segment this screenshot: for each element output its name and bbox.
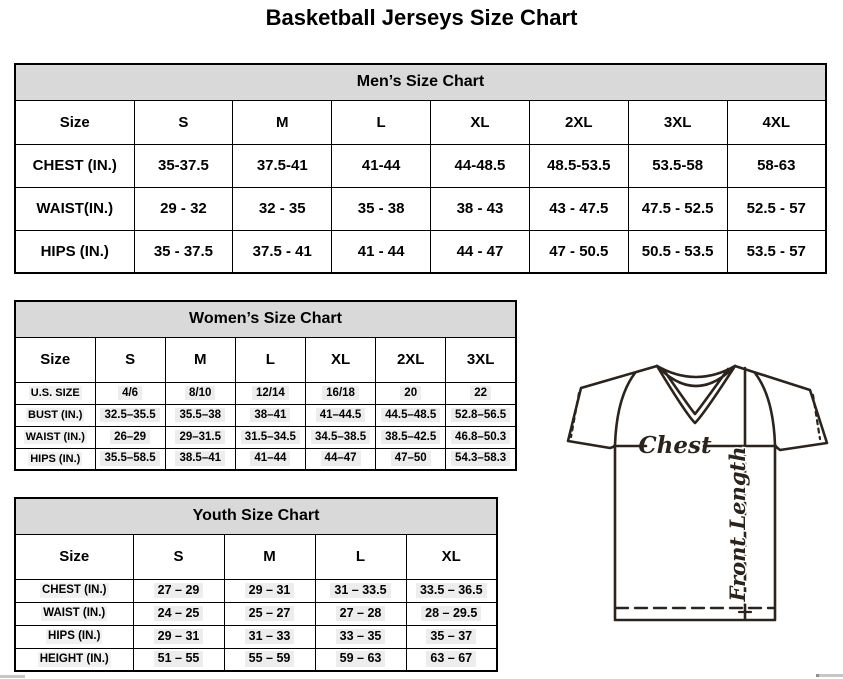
mens-size-table [14,63,827,274]
table-cell: 4/6 [95,382,165,404]
table-row [15,382,516,404]
jersey-measurement-diagram [556,356,842,642]
table-cell: 38.5–42.5 [376,426,446,448]
table-cell: 59 – 63 [315,648,406,671]
chest-label: Chest [638,432,712,459]
table-cell: 44-48.5 [431,144,530,187]
column-header: Size [15,337,95,382]
page-title: Basketball Jerseys Size Chart [265,5,578,30]
row-label: HIPS (IN.) [15,448,95,470]
table-header-row [15,534,497,579]
table-cell: 54.3–58.3 [446,448,516,470]
row-label: WAIST(IN.) [15,187,134,230]
table-row [15,404,516,426]
table-cell: 35 – 37 [406,625,497,648]
table-cell: 46.8–50.3 [446,426,516,448]
table-cell: 12/14 [235,382,305,404]
table-cell: 47 - 50.5 [529,230,628,273]
column-header: S [95,337,165,382]
column-header: S [134,100,233,144]
column-header: 3XL [446,337,516,382]
table-cell: 28 – 29.5 [406,602,497,625]
table-cell: 44 - 47 [431,230,530,273]
table-header-row [15,337,516,382]
table-cell: 29–31.5 [165,426,235,448]
table-cell: 22 [446,382,516,404]
column-header: XL [406,534,497,579]
table-row [15,602,497,625]
front-length-label: Front Length [725,446,750,602]
jersey-body-outline [568,366,827,620]
table-row [15,144,826,187]
table-cell: 41 - 44 [332,230,431,273]
table-cell: 44–47 [305,448,375,470]
table-cell: 31 – 33.5 [315,579,406,602]
table-cell: 27 – 28 [315,602,406,625]
table-cell: 47.5 - 52.5 [628,187,727,230]
column-header: XL [431,100,530,144]
table-cell: 37.5-41 [233,144,332,187]
column-header: Size [15,100,134,144]
table-cell: 8/10 [165,382,235,404]
row-label: HEIGHT (IN.) [15,648,133,671]
table-row [15,230,826,273]
table-cell: 33 – 35 [315,625,406,648]
column-header: L [315,534,406,579]
column-header: S [133,534,224,579]
table-caption-row [15,64,826,100]
mens-table-title: Men’s Size Chart [15,64,826,100]
table-cell: 38.5–41 [165,448,235,470]
table-cell: 25 – 27 [224,602,315,625]
table-row [15,448,516,470]
table-cell: 27 – 29 [133,579,224,602]
column-header: M [224,534,315,579]
row-label: U.S. SIZE [15,382,95,404]
table-cell: 35 - 37.5 [134,230,233,273]
table-row [15,625,497,648]
table-cell: 52.5 - 57 [727,187,826,230]
table-cell: 55 – 59 [224,648,315,671]
table-cell: 32 - 35 [233,187,332,230]
table-row [15,426,516,448]
table-cell: 31 – 33 [224,625,315,648]
table-cell: 35.5–58.5 [95,448,165,470]
column-header: M [165,337,235,382]
column-header: XL [305,337,375,382]
youth-size-table [14,497,498,672]
table-cell: 31.5–34.5 [235,426,305,448]
column-header: L [235,337,305,382]
table-header-row [15,100,826,144]
table-cell: 41–44.5 [305,404,375,426]
scrollbar-fragment-left[interactable] [0,675,25,678]
table-cell: 35.5–38 [165,404,235,426]
table-cell: 32.5–35.5 [95,404,165,426]
table-cell: 16/18 [305,382,375,404]
column-header: 2XL [529,100,628,144]
table-row [15,579,497,602]
table-cell: 35-37.5 [134,144,233,187]
jersey-outline-drawing [556,356,842,642]
table-cell: 37.5 - 41 [233,230,332,273]
table-cell: 24 – 25 [133,602,224,625]
table-cell: 20 [376,382,446,404]
table-cell: 35 - 38 [332,187,431,230]
column-header: L [332,100,431,144]
table-cell: 44.5–48.5 [376,404,446,426]
table-cell: 48.5-53.5 [529,144,628,187]
row-label: BUST (IN.) [15,404,95,426]
row-label: HIPS (IN.) [15,230,134,273]
column-header: 4XL [727,100,826,144]
table-cell: 41-44 [332,144,431,187]
row-label: CHEST (IN.) [15,579,133,602]
column-header: M [233,100,332,144]
scrollbar-fragment-right[interactable] [816,674,843,677]
womens-table-title: Women’s Size Chart [15,301,516,337]
table-cell: 53.5 - 57 [727,230,826,273]
table-cell: 29 – 31 [133,625,224,648]
table-row [15,187,826,230]
table-cell: 38 - 43 [431,187,530,230]
youth-table-title: Youth Size Chart [15,498,497,534]
column-header: 2XL [376,337,446,382]
womens-size-table [14,300,517,471]
table-cell: 29 – 31 [224,579,315,602]
row-label: WAIST (IN.) [15,426,95,448]
table-cell: 63 – 67 [406,648,497,671]
row-label: CHEST (IN.) [15,144,134,187]
table-cell: 50.5 - 53.5 [628,230,727,273]
table-cell: 41–44 [235,448,305,470]
table-cell: 38–41 [235,404,305,426]
table-cell: 29 - 32 [134,187,233,230]
column-header: 3XL [628,100,727,144]
table-cell: 26–29 [95,426,165,448]
table-caption-row [15,498,497,534]
row-label: HIPS (IN.) [15,625,133,648]
table-cell: 51 – 55 [133,648,224,671]
row-label: WAIST (IN.) [15,602,133,625]
table-cell: 52.8–56.5 [446,404,516,426]
table-row [15,648,497,671]
table-cell: 58-63 [727,144,826,187]
table-cell: 43 - 47.5 [529,187,628,230]
table-cell: 47–50 [376,448,446,470]
table-cell: 33.5 – 36.5 [406,579,497,602]
table-caption-row [15,301,516,337]
table-cell: 34.5–38.5 [305,426,375,448]
column-header: Size [15,534,133,579]
table-cell: 53.5-58 [628,144,727,187]
